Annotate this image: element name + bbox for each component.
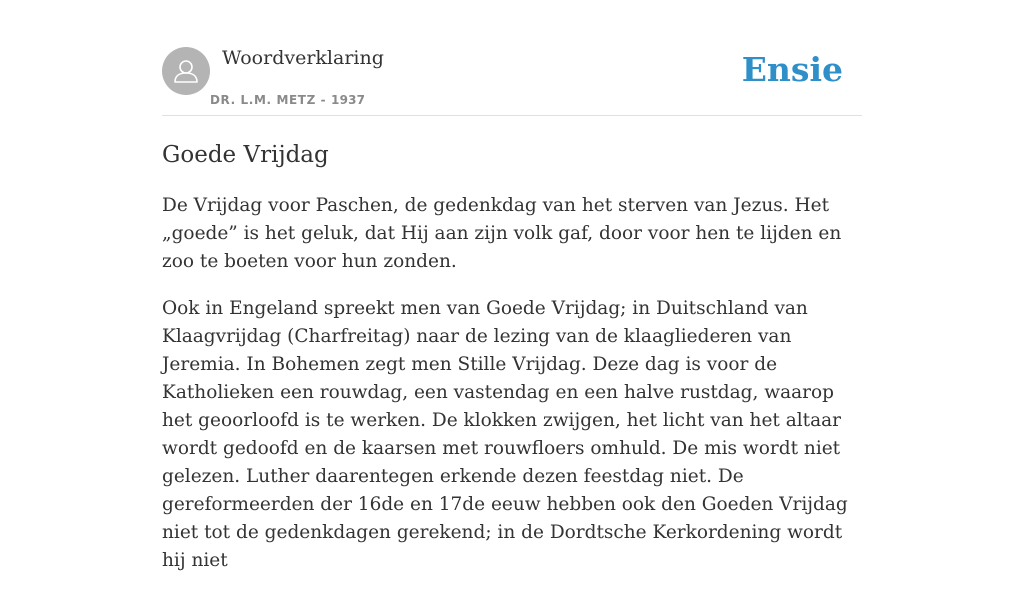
article-paragraph: De Vrijdag voor Paschen, de gedenkdag van het sterven van Jezus. Het „goede” is het geluk, dat Hij aan zijn volk gaf, door voor hen te lijden en zoo te boeten voor hun zonden. xyxy=(162,195,842,272)
ensie-logo[interactable]: Ensie xyxy=(741,50,843,89)
user-icon xyxy=(162,47,210,95)
header-divider xyxy=(162,115,862,116)
article-paragraph: Ook in Engeland spreekt men van Goede Vrijdag; in Duitschland van Klaagvrijdag (Charfreitag) naar de lezing van de klaagliederen van Jeremia. In Bohemen zegt men Stille Vrijdag. Deze dag is voor de Katholieken een rouwdag, een vastendag en een halve rustdag, waarop het geoorloofd is te werken. De klokken zwijgen, het licht van het altaar wordt gedoofd en de kaarsen met rouwfloers omhuld. De mis wordt niet gelezen. Luther daarentegen erkende dezen feestdag niet. De gereformeerden der 16de en 17de eeuw hebben ook den Goeden Vrijdag niet tot de gedenkdagen gerekend; in de Dordtsche Kerkordening wordt hij niet xyxy=(162,298,848,571)
author-avatar xyxy=(162,47,210,95)
publication-year: 1937 xyxy=(331,93,366,107)
article-body xyxy=(162,192,864,594)
author-name[interactable]: DR. L.M. METZ xyxy=(210,93,316,107)
source-separator: - xyxy=(320,93,327,107)
category-label: Woordverklaring xyxy=(222,47,384,69)
source-line xyxy=(210,93,365,108)
article-title: Goede Vrijdag xyxy=(162,142,329,168)
